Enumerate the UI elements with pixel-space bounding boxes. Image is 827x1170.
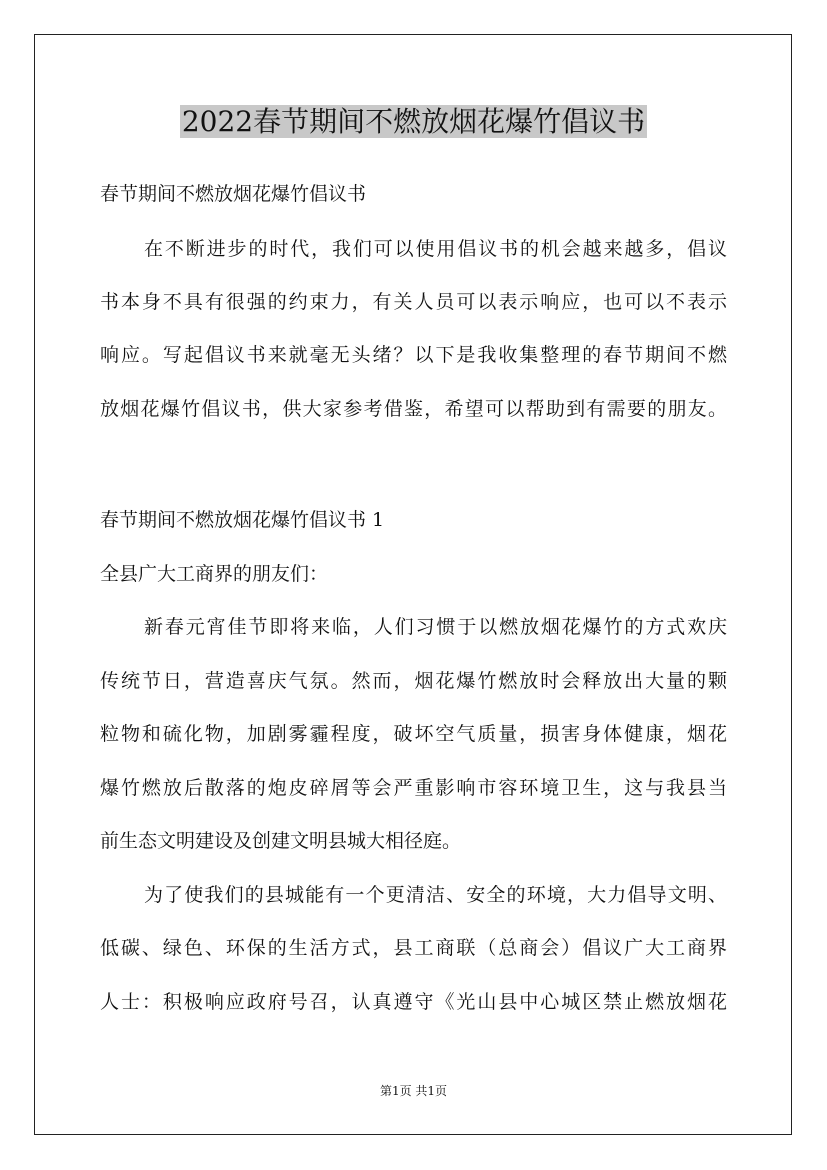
- paragraph-line: 低碳、绿色、环保的生活方式，县工商联（总商会）倡议广大工商界: [100, 937, 727, 959]
- intro-line: 在不断进步的时代，我们可以使用倡议书的机会越来越多，倡议: [144, 238, 727, 260]
- paragraph-line: 人士：积极响应政府号召，认真遵守《光山县中心城区禁止燃放烟花: [100, 991, 727, 1013]
- intro-line: 响应。写起倡议书来就毫无头绪？以下是我收集整理的春节期间不燃: [100, 344, 727, 366]
- section-heading: 春节期间不燃放烟花爆竹倡议书 1: [100, 509, 385, 531]
- document-subtitle: 春节期间不燃放烟花爆竹倡议书: [100, 183, 367, 205]
- document-title: [0, 102, 827, 142]
- paragraph-line: 新春元宵佳节即将来临，人们习惯于以燃放烟花爆竹的方式欢庆: [144, 616, 727, 638]
- intro-line: 书本身不具有很强的约束力，有关人员可以表示响应，也可以不表示: [100, 291, 727, 313]
- paragraph-line: 爆竹燃放后散落的炮皮碎屑等会严重影响市容环境卫生，这与我县当: [100, 777, 727, 799]
- paragraph-line: 传统节日，营造喜庆气氛。然而，烟花爆竹燃放时会释放出大量的颗: [100, 670, 727, 692]
- document-title-text: 2022春节期间不燃放烟花爆竹倡议书: [181, 105, 646, 138]
- paragraph-line: 为了使我们的县城能有一个更清洁、安全的环境，大力倡导文明、: [144, 884, 727, 906]
- page-number-footer: 第1页 共1页: [379, 1084, 448, 1098]
- intro-line: 放烟花爆竹倡议书，供大家参考借鉴，希望可以帮助到有需要的朋友。: [100, 398, 727, 420]
- salutation: 全县广大工商界的朋友们：: [100, 563, 329, 585]
- paragraph-line: 前生态文明建设及创建文明县城大相径庭。: [100, 830, 462, 852]
- paragraph-line: 粒物和硫化物，加剧雾霾程度，破坏空气质量，损害身体健康，烟花: [100, 723, 727, 745]
